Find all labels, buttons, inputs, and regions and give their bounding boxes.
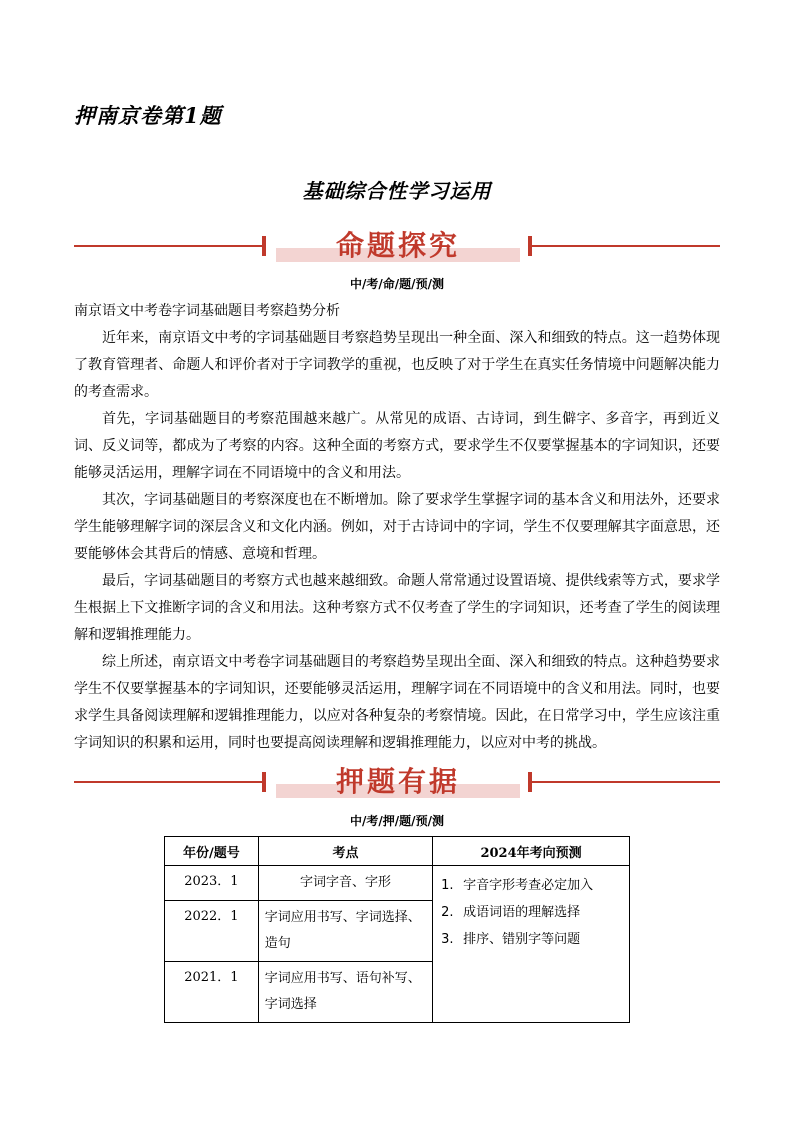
section-caption: 中/考/命/题/预/测	[350, 277, 444, 291]
banner-tick-left	[262, 772, 266, 792]
cell-forecast	[433, 866, 630, 1023]
paragraph: 近年来，南京语文中考的字词基础题目考察趋势呈现出一种全面、深入和细致的特点。这一趋势体现了教育管理者、命题人和评价者对于字词教学的重视，也反映了对于学生在真实任务情境中问题解决能力的考查需求。	[74, 330, 720, 400]
document-title: 押南京卷第1题	[74, 103, 222, 128]
banner-tick-left	[262, 236, 266, 256]
forecast-item: 1. 字音字形考查必定加入	[441, 878, 594, 893]
section-heading: 命题探究	[335, 229, 460, 262]
banner-line-right	[532, 781, 720, 783]
column-header-point: 考点	[258, 837, 432, 866]
paragraph: 最后，字词基础题目的考察方式也越来越细致。命题人常常通过设置语境、提供线索等方式，要求学生根据上下文推断字词的含义和用法。这种考察方式不仅考查了学生的字词知识，还考查了学生的阅读理解和逻辑推理能力。	[74, 573, 720, 643]
cell-year: 2022．1	[165, 901, 259, 962]
forecast-item: 2. 成语词语的理解选择	[441, 905, 581, 920]
table-row	[165, 866, 630, 901]
forecast-item: 3. 排序、错别字等问题	[441, 932, 581, 947]
section-banner-proposition	[74, 226, 720, 266]
section-banner-evidence	[74, 762, 720, 802]
analysis-text	[74, 298, 720, 757]
column-header-forecast: 2024年考向预测	[433, 837, 630, 866]
cell-point: 字词应用书写、字词选择、造句	[258, 901, 432, 962]
table-header-row	[165, 837, 630, 866]
document-subtitle: 基础综合性学习运用	[302, 179, 492, 203]
analysis-heading: 南京语文中考卷字词基础题目考察趋势分析	[74, 303, 340, 319]
section-caption: 中/考/押/题/预/测	[350, 814, 444, 828]
paragraph: 综上所述，南京语文中考卷字词基础题目的考察趋势呈现出全面、深入和细致的特点。这种趋势要求学生不仅要掌握基本的字词知识，还要能够灵活运用，理解字词在不同语境中的含义和用法。同时，也要求学生具备阅读理解和逻辑推理能力，以应对各种复杂的考察情境。因此，在日常学习中，学生应该注重字词知识的积累和运用，同时也要提高阅读理解和逻辑推理能力，以应对中考的挑战。	[74, 654, 720, 751]
cell-year: 2021．1	[165, 962, 259, 1023]
paragraph: 首先，字词基础题目的考察范围越来越广。从常见的成语、古诗词，到生僻字、多音字，再到近义词、反义词等，都成为了考察的内容。这种全面的考察方式，要求学生不仅要掌握基本的字词知识，还要能够灵活运用，理解字词在不同语境中的含义和用法。	[74, 411, 720, 481]
cell-point: 字词应用书写、语句补写、字词选择	[258, 962, 432, 1023]
banner-line-right	[532, 245, 720, 247]
exam-forecast-table	[164, 836, 630, 1023]
section-heading: 押题有据	[335, 765, 460, 798]
cell-year: 2023．1	[165, 866, 259, 901]
banner-line-left	[74, 781, 262, 783]
paragraph: 其次，字词基础题目的考察深度也在不断增加。除了要求学生掌握字词的基本含义和用法外，还要求学生能够理解字词的深层含义和文化内涵。例如，对于古诗词中的字词，学生不仅要理解其字面意思，还要能够体会其背后的情感、意境和哲理。	[74, 492, 720, 562]
cell-point: 字词字音、字形	[258, 866, 432, 901]
banner-line-left	[74, 245, 262, 247]
column-header-year: 年份/题号	[165, 837, 259, 866]
